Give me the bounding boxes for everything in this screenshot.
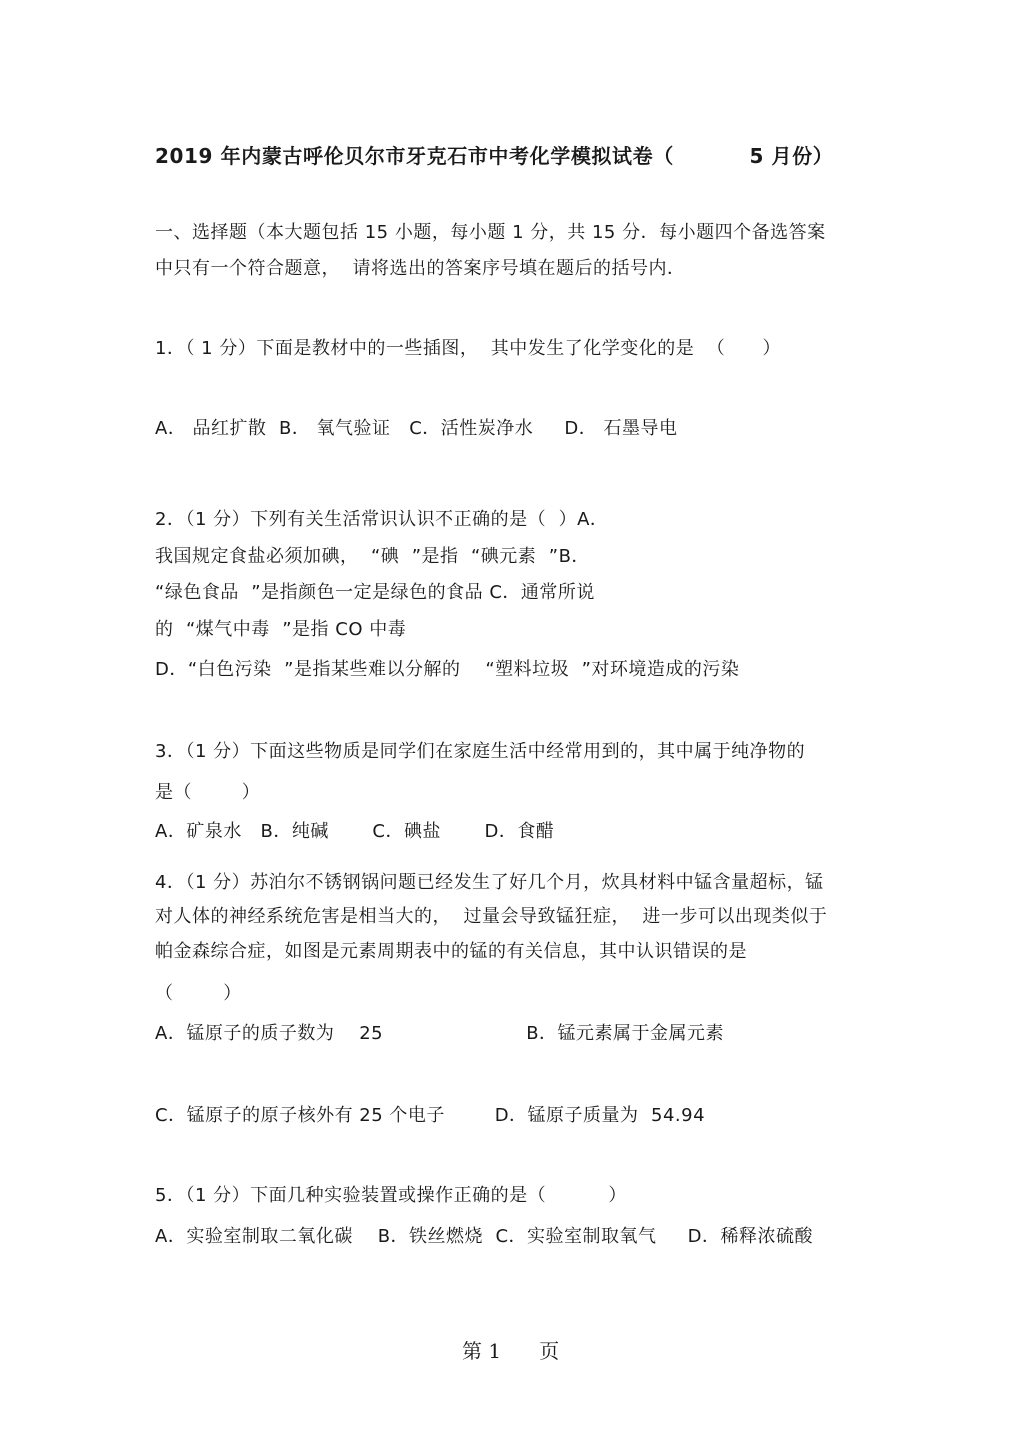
section-heading-line-1: 一、选择题（本大题包括 15 小题，每小题 1 分，共 15 分．每小题四个备选答案 xyxy=(155,222,826,243)
question-4-line-1: 4．（1 分）苏泊尔不锈钢锅问题已经发生了好几个月，炊具材料中锰含量超标，锰 xyxy=(155,872,824,893)
page-number: 第 1 页 xyxy=(462,1339,560,1363)
question-4-line-2: 对人体的神经系统危害是相当大的， 过量会导致锰狂症， 进一步可以出现类似于 xyxy=(155,906,828,927)
question-2-line-2: 我国规定食盐必须加碘， “碘 ”是指 “碘元素 ”B． xyxy=(155,546,590,567)
question-4-options-cd: C．锰原子的原子核外有 25 个电子 D．锰原子质量为 54.94 xyxy=(155,1105,706,1126)
question-3-line-2: 是（ ） xyxy=(155,782,261,803)
question-5-options: A．实验室制取二氧化碳 B．铁丝燃烧 C．实验室制取氧气 D．稀释浓硫酸 xyxy=(155,1226,814,1247)
question-4-line-3: 帕金森综合症，如图是元素周期表中的锰的有关信息，其中认识错误的是 xyxy=(155,941,747,962)
question-2-line-4: 的 “煤气中毒 ”是指 CO 中毒 xyxy=(155,619,407,640)
exam-title: 2019 年内蒙古呼伦贝尔市牙克石市中考化学模拟试卷（ 5 月份） xyxy=(155,144,834,168)
question-2-line-5: D．“白色污染 ”是指某些难以分解的 “塑料垃圾 ”对环境造成的污染 xyxy=(155,659,740,680)
section-heading-line-2: 中只有一个符合题意， 请将选出的答案序号填在题后的括号内． xyxy=(155,258,686,279)
question-1-options: A． 品红扩散 B． 氧气验证 C．活性炭净水 D． 石墨导电 xyxy=(155,418,678,439)
question-5-stem: 5．（1 分）下面几种实验装置或操作正确的是（ ） xyxy=(155,1185,627,1206)
question-4-options-ab: A．锰原子的质子数为 25 B．锰元素属于金属元素 xyxy=(155,1023,725,1044)
question-3-options: A．矿泉水 B．纯碱 C．碘盐 D．食醋 xyxy=(155,821,555,842)
question-2-line-1: 2．（1 分）下列有关生活常识认识不正确的是（ ）A． xyxy=(155,509,609,530)
question-3-line-1: 3．（1 分）下面这些物质是同学们在家庭生活中经常用到的，其中属于纯净物的 xyxy=(155,741,806,762)
question-2-line-3: “绿色食品 ”是指颜色一定是绿色的食品 C．通常所说 xyxy=(155,582,595,603)
question-1-stem: 1．（ 1 分）下面是教材中的一些插图， 其中发生了化学变化的是 （ ） xyxy=(155,338,782,359)
question-4-line-4: （ ） xyxy=(155,983,242,1004)
